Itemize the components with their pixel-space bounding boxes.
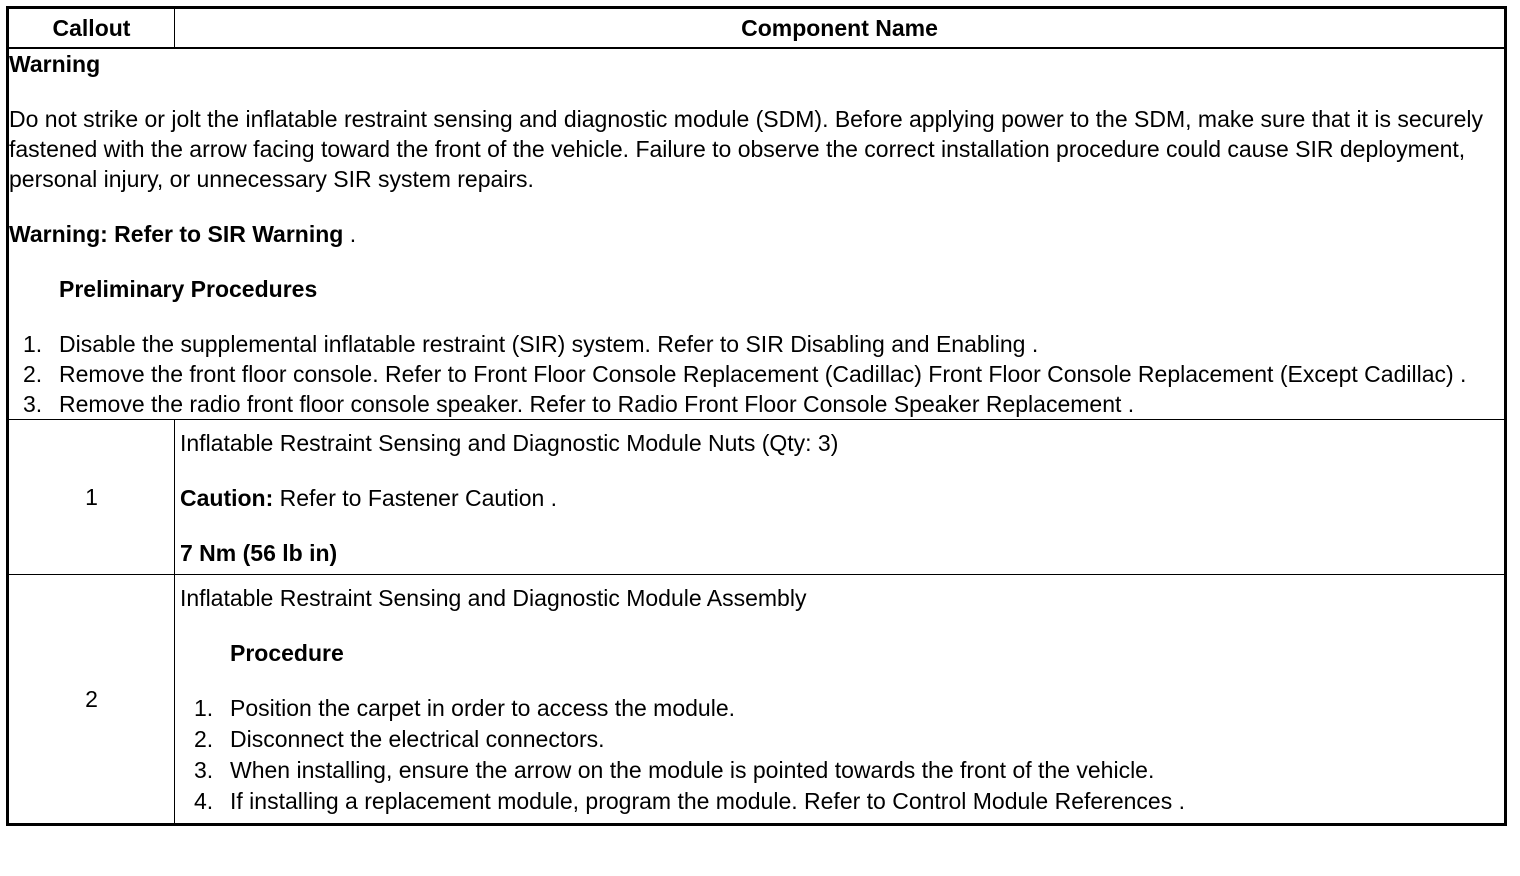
list-item	[180, 724, 1498, 755]
step-text: Disconnect the electrical connectors.	[230, 726, 605, 752]
step-number: 2.	[23, 361, 43, 387]
step-number: 1.	[23, 331, 43, 357]
table-header-row	[8, 8, 1506, 49]
list-item	[9, 329, 1504, 359]
step-number: 3.	[23, 391, 43, 417]
warning-text: Do not strike or jolt the inflatable restraint sensing and diagnostic module (SDM). Before applying power to the SDM, make sure that it is securely fastened with the arrow facing toward the front of the vehicle. Failure to observe the correct installation procedure could cause SIR deployment, personal injury, or unnecessary SIR system repairs.	[9, 106, 1483, 192]
list-item	[180, 755, 1498, 786]
step-number: 3.	[194, 757, 214, 783]
procedure-steps-list	[180, 693, 1498, 817]
caution-line	[180, 483, 1498, 513]
caution-text: Refer to Fastener Caution .	[273, 485, 558, 511]
warning-title: Warning	[9, 51, 101, 77]
component-cell	[175, 575, 1506, 825]
warning-reference-tail: .	[343, 221, 357, 247]
step-text: When installing, ensure the arrow on the module is pointed towards the front of the vehicle.	[230, 757, 1155, 783]
component-cell	[175, 420, 1506, 575]
component-name: Inflatable Restraint Sensing and Diagnostic Module Nuts (Qty: 3)	[180, 430, 839, 456]
table-row	[8, 420, 1506, 575]
preliminary-row	[8, 48, 1506, 420]
step-text: Disable the supplemental inflatable restraint (SIR) system. Refer to SIR Disabling and Enabling .	[59, 331, 1039, 357]
step-text: Remove the radio front floor console speaker. Refer to Radio Front Floor Console Speaker Replacement .	[59, 391, 1135, 417]
warning-reference-label: Warning: Refer to SIR Warning	[9, 221, 344, 247]
header-callout: Callout	[8, 8, 175, 49]
component-table	[6, 6, 1507, 826]
step-text: If installing a replacement module, program the module. Refer to Control Module References .	[230, 788, 1185, 814]
preliminary-steps-list	[9, 329, 1504, 419]
procedure-title: Procedure	[230, 640, 344, 666]
list-item	[9, 389, 1504, 419]
step-text: Remove the front floor console. Refer to Front Floor Console Replacement (Cadillac) Front Floor Console Replacement (Except Cadillac) .	[59, 361, 1467, 387]
preliminary-procedures-title: Preliminary Procedures	[59, 276, 318, 302]
step-number: 1.	[194, 695, 214, 721]
list-item	[180, 786, 1498, 817]
warning-reference	[9, 219, 1504, 249]
torque-spec: 7 Nm (56 lb in)	[180, 540, 338, 566]
header-component-name: Component Name	[175, 8, 1506, 49]
table-row	[8, 575, 1506, 825]
component-name: Inflatable Restraint Sensing and Diagnostic Module Assembly	[180, 585, 807, 611]
caution-label: Caution:	[180, 485, 274, 511]
preliminary-cell	[8, 48, 1506, 420]
list-item	[180, 693, 1498, 724]
list-item	[9, 359, 1504, 389]
callout-cell: 2	[8, 575, 175, 825]
step-number: 2.	[194, 726, 214, 752]
callout-cell: 1	[8, 420, 175, 575]
step-text: Position the carpet in order to access the module.	[230, 695, 736, 721]
step-number: 4.	[194, 788, 214, 814]
